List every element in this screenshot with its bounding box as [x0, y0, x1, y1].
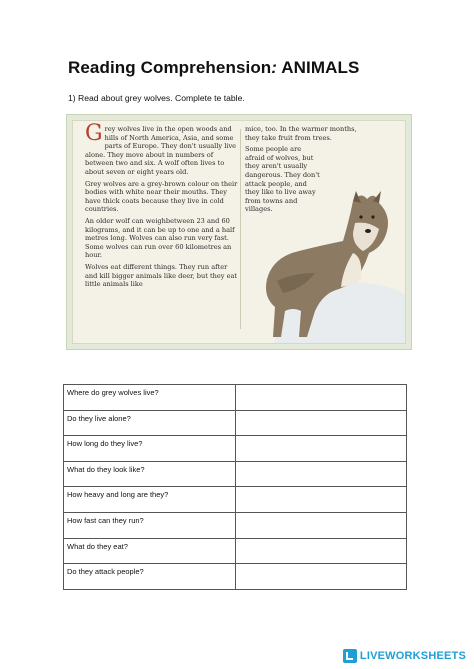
question-cell: What do they look like?: [64, 461, 236, 487]
liveworksheets-logo-icon: [343, 649, 357, 663]
reading-passage: [66, 114, 412, 350]
wolf-photo: [203, 161, 406, 344]
page-title: [68, 58, 359, 78]
table-row: [64, 461, 407, 487]
table-row: [64, 436, 407, 462]
table-row: [64, 564, 407, 590]
answer-cell[interactable]: [235, 538, 406, 564]
answer-cell[interactable]: [235, 487, 406, 513]
paragraph: mice, too. In the warmer months, they take fruit from trees.: [245, 125, 357, 142]
answer-cell[interactable]: [235, 385, 406, 411]
table-row: [64, 538, 407, 564]
answer-cell[interactable]: [235, 461, 406, 487]
question-cell: How fast can they run?: [64, 512, 236, 538]
question-cell: How heavy and long are they?: [64, 487, 236, 513]
answer-cell[interactable]: [235, 564, 406, 590]
footer-brand: [343, 649, 466, 663]
table-row: [64, 410, 407, 436]
title-topic: ANIMALS: [281, 58, 360, 77]
answer-cell[interactable]: [235, 410, 406, 436]
question-cell: Where do grey wolves live?: [64, 385, 236, 411]
table-row: [64, 385, 407, 411]
title-main: Reading Comprehension: [68, 58, 272, 77]
question-cell: How long do they live?: [64, 436, 236, 462]
title-colon: :: [271, 58, 278, 77]
table-row: [64, 487, 407, 513]
brand-name: LIVEWORKSHEETS: [359, 650, 466, 662]
table-row: [64, 512, 407, 538]
answer-table: [63, 384, 407, 590]
question-cell: What do they eat?: [64, 538, 236, 564]
question-cell: Do they live alone?: [64, 410, 236, 436]
answer-cell[interactable]: [235, 436, 406, 462]
paragraph: Grey wolves live in the open woods and hills of North America, Asia, and some parts of Europe. They don't usually live alone. They move about in numbers of between two and six. A wolf often lives to about seven or eight years old.: [85, 121, 237, 176]
question-cell: Do they attack people?: [64, 564, 236, 590]
reading-page: [72, 120, 406, 344]
answer-cell[interactable]: [235, 512, 406, 538]
paragraph: An older wolf can weighbetween 23 and 60 kilograms, and it can be up to one and a half metres long. Wolves can also run very fast. Some wolves can run over 60 kilometres an hour.: [85, 216, 235, 260]
dropcap: G: [85, 121, 103, 146]
instruction: 1) Read about grey wolves. Complete te table.: [68, 93, 245, 103]
paragraph: Grey wolves are a grey-brown colour on their bodies with white near their mouths. They have thick coats because they live in cold countries.: [85, 179, 238, 214]
paragraph: Some people are afraid of wolves, but they aren't usually dangerous. They don't attack people, and they like to live away from towns and villages.: [245, 145, 320, 214]
paragraph: Wolves eat different things. They run after and kill bigger animals like deer, but they eat little animals like: [85, 262, 238, 289]
